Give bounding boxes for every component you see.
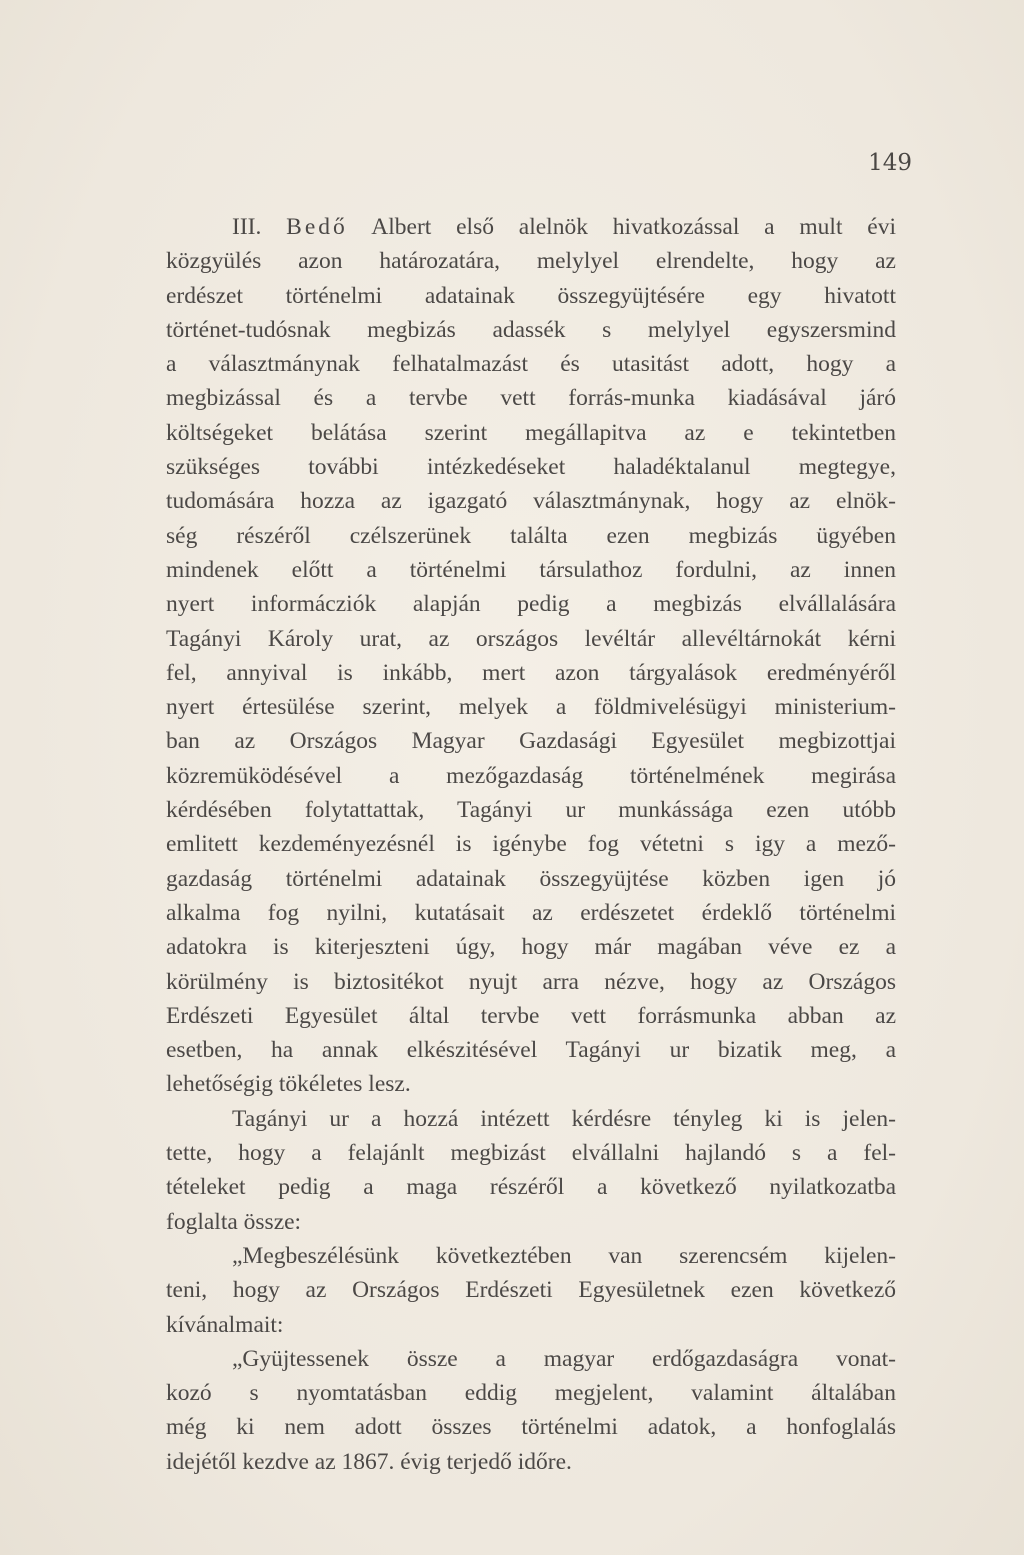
text-line: kívánalmait: bbox=[166, 1311, 284, 1338]
text-line: teni, hogy az Országos Erdészeti Egyesületnek ezen következő bbox=[166, 1277, 896, 1304]
text-line: idejétől kezdve az 1867. évig terjedő időre. bbox=[166, 1448, 572, 1475]
spaced-name: Bedő bbox=[286, 214, 348, 240]
text-line: esetben, ha annak elkészitésével Tagányi ur bizatik meg, a bbox=[166, 1037, 896, 1064]
text-line: a választmánynak felhatalmazást és utasitást adott, hogy a bbox=[166, 351, 896, 378]
text-line: gazdaság történelmi adatainak összegyüjtése közben igen jó bbox=[166, 865, 896, 892]
text-line: nyert értesülése szerint, melyek a földmivelésügyi ministerium- bbox=[166, 694, 896, 721]
text-line: tételeket pedig a maga részéről a következő nyilatkozatba bbox=[166, 1174, 896, 1201]
text-line: közremüködésével a mezőgazdaság történelmének megirása bbox=[166, 762, 896, 789]
text-line: kérdésében folytattattak, Tagányi ur munkássága ezen utóbb bbox=[166, 797, 896, 824]
text-line: lehetőségig tökéletes lesz. bbox=[166, 1071, 411, 1098]
text-segment: Albert első alelnök hivatkozással a mult évi bbox=[347, 214, 897, 240]
text-line: nyert informácziók alapján pedig a megbizás elvállalására bbox=[166, 591, 896, 618]
paragraph bbox=[166, 210, 896, 1102]
text-line: közgyülés azon határozatára, melylyel elrendelte, hogy az bbox=[166, 248, 896, 275]
text-line: költségeket belátása szerint megállapitva az e tekintetben bbox=[166, 419, 896, 446]
text-line bbox=[166, 210, 896, 244]
text-line: „Megbeszélésünk következtében van szerencsém kijelen- bbox=[232, 1242, 896, 1269]
body-text bbox=[166, 210, 896, 1479]
text-line: emlitett kezdeményezésnél is igénybe fog vétetni s igy a mező- bbox=[166, 831, 896, 858]
paragraph bbox=[166, 1239, 896, 1342]
text-line: fel, annyival is inkább, mert azon tárgyalások eredményéről bbox=[166, 659, 896, 686]
text-line: történet-tudósnak megbizás adassék s melylyel egyszersmind bbox=[166, 316, 896, 343]
text-segment: III. bbox=[232, 214, 287, 240]
text-line: tette, hogy a felajánlt megbizást elvállalni hajlandó s a fel- bbox=[166, 1140, 896, 1167]
text-line: alkalma fog nyilni, kutatásait az erdészetet érdeklő történelmi bbox=[166, 899, 896, 926]
paragraph bbox=[166, 1342, 896, 1479]
text-line: adatokra is kiterjeszteni úgy, hogy már magában véve ez a bbox=[166, 934, 896, 961]
text-line: foglalta össze: bbox=[166, 1208, 302, 1235]
text-line: ban az Országos Magyar Gazdasági Egyesület megbizottjai bbox=[166, 728, 896, 755]
text-line: „Gyüjtessenek össze a magyar erdőgazdaságra vonat- bbox=[232, 1345, 896, 1372]
text-line: Tagányi ur a hozzá intézett kérdésre tényleg ki is jelen- bbox=[232, 1105, 896, 1132]
text-line: mindenek előtt a történelmi társulathoz fordulni, az innen bbox=[166, 556, 896, 583]
text-line: ség részéről czélszerünek találta ezen megbizás ügyében bbox=[166, 522, 896, 549]
paragraph bbox=[166, 1102, 896, 1239]
text-line: még ki nem adott összes történelmi adatok, a honfoglalás bbox=[166, 1414, 896, 1441]
text-line: tudomására hozza az igazgató választmánynak, hogy az elnök- bbox=[166, 488, 896, 515]
page-number: 149 bbox=[868, 150, 912, 176]
text-line: erdészet történelmi adatainak összegyüjtésére egy hivatott bbox=[166, 282, 896, 309]
text-line: Erdészeti Egyesület által tervbe vett forrásmunka abban az bbox=[166, 1002, 896, 1029]
text-line: körülmény is biztositékot nyujt arra nézve, hogy az Országos bbox=[166, 968, 896, 995]
text-line: megbizással és a tervbe vett forrás-munka kiadásával járó bbox=[166, 385, 896, 412]
text-line: Tagányi Károly urat, az országos levéltár allevéltárnokát kérni bbox=[166, 625, 896, 652]
text-line: kozó s nyomtatásban eddig megjelent, valamint általában bbox=[166, 1380, 896, 1407]
text-line: szükséges további intézkedéseket haladéktalanul megtegye, bbox=[166, 454, 896, 481]
